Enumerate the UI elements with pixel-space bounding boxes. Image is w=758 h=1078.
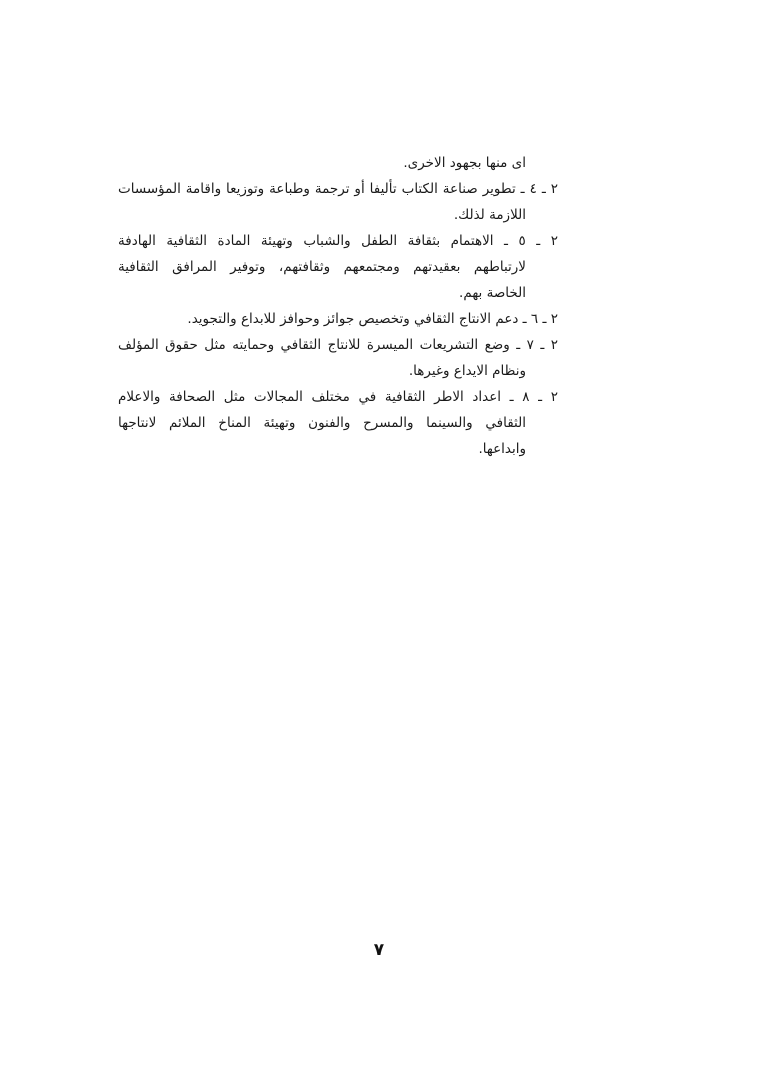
text-line: اللازمة لذلك. — [453, 207, 526, 223]
text-line: ٢ ـ ٥ ـ الاهتمام بثقافة الطفل والشباب وتهيئة المادة الثقافية الهادفة — [118, 233, 558, 249]
text-line: ٢ ـ ٦ ـ دعم الانتاج الثقافي وتخصيص جوائز وحوافز للابداع والتجويد. — [187, 311, 558, 327]
list-item-2-4 — [118, 176, 558, 228]
text-line: ٢ ـ ٤ ـ تطوير صناعة الكتاب تأليفا أو ترجمة وطباعة وتوزيعا واقامة المؤسسات — [118, 181, 559, 197]
text-line: الثقافي والسينما والمسرح والفنون وتهيئة المناخ الملائم لانتاجها — [118, 415, 526, 431]
text-line: ونظام الايداع وغيرها. — [408, 363, 526, 379]
list-item-2-6 — [118, 306, 558, 332]
text-line: وابداعها. — [478, 441, 526, 457]
text-line: اى منها بجهود الاخرى. — [403, 155, 526, 171]
paragraph-continuation — [118, 150, 558, 176]
list-item-2-5 — [118, 228, 558, 306]
list-item-2-8 — [118, 384, 558, 462]
document-body — [118, 150, 558, 462]
text-line: ٢ ـ ٧ ـ وضع التشريعات الميسرة للانتاج الثقافي وحمايته مثل حقوق المؤلف — [118, 337, 558, 353]
list-item-2-7 — [118, 332, 558, 384]
page-number: ٧ — [373, 940, 385, 960]
text-line: ٢ ـ ٨ ـ اعداد الاطر الثقافية في مختلف المجالات مثل الصحافة والاعلام — [118, 389, 558, 405]
text-line: لارتباطهم بعقيدتهم ومجتمعهم وثقافتهم، وتوفير المرافق الثقافية — [118, 259, 526, 275]
text-line: الخاصة بهم. — [459, 285, 526, 301]
